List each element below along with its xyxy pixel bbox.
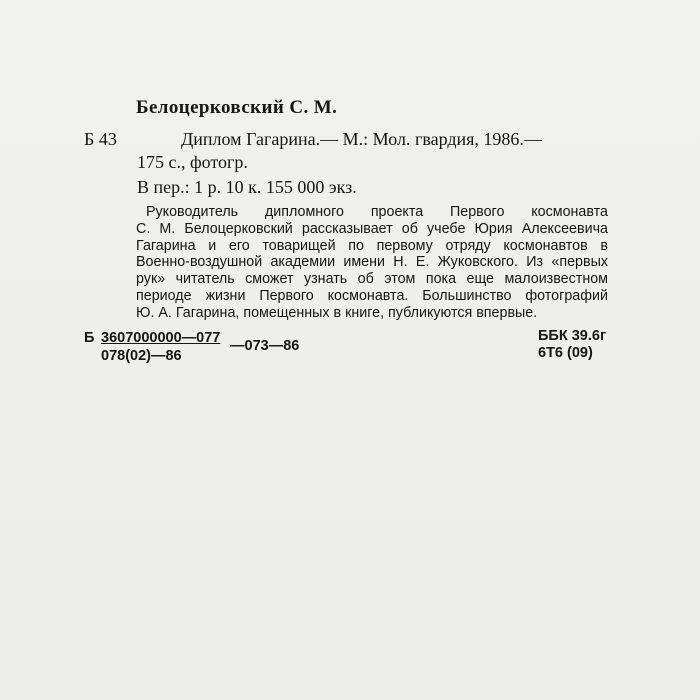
isbn-part-1: 3607000000—077: [101, 330, 221, 346]
title-line: Диплом Гагарина.— М.: Мол. гвардия, 1986.—: [181, 129, 542, 149]
abstract-line: рук» читатель сможет узнать об этом пока еще малоизвестном: [136, 271, 608, 288]
abstract-line: Ю. А. Гагарина, помещенных в книге, публикуются впервые.: [136, 304, 538, 321]
bbk-code: ББК 39.6г: [538, 328, 606, 344]
abstract-line: периоде жизни Первого космонавта. Большинство фотографий: [136, 287, 608, 304]
bottom-code: Б: [84, 330, 95, 346]
abstract-line: Руководитель дипломного проекта Первого космонавта: [146, 204, 608, 220]
price-line: В пер.: 1 р. 10 к. 155 000 экз.: [137, 177, 357, 197]
isbn-part-2: —073—86: [230, 338, 300, 354]
bbk-subcode: 6Т6 (09): [538, 345, 593, 361]
pages-line: 175 с., фотогр.: [137, 152, 248, 172]
catalog-code: Б 43: [84, 129, 117, 149]
abstract-line: Гагарина и его товарищей по первому отряду космонавтов в: [136, 237, 608, 254]
abstract-line: С. М. Белоцерковский рассказывает об учебе Юрия Алексеевича: [136, 220, 608, 237]
abstract-line: Военно-воздушной академии имени Н. Е. Жуковского. Из «первых: [136, 254, 608, 271]
isbn-part-3: 078(02)—86: [101, 348, 182, 364]
abstract: [136, 204, 608, 322]
author-name: Белоцерковский С. М.: [136, 97, 338, 118]
